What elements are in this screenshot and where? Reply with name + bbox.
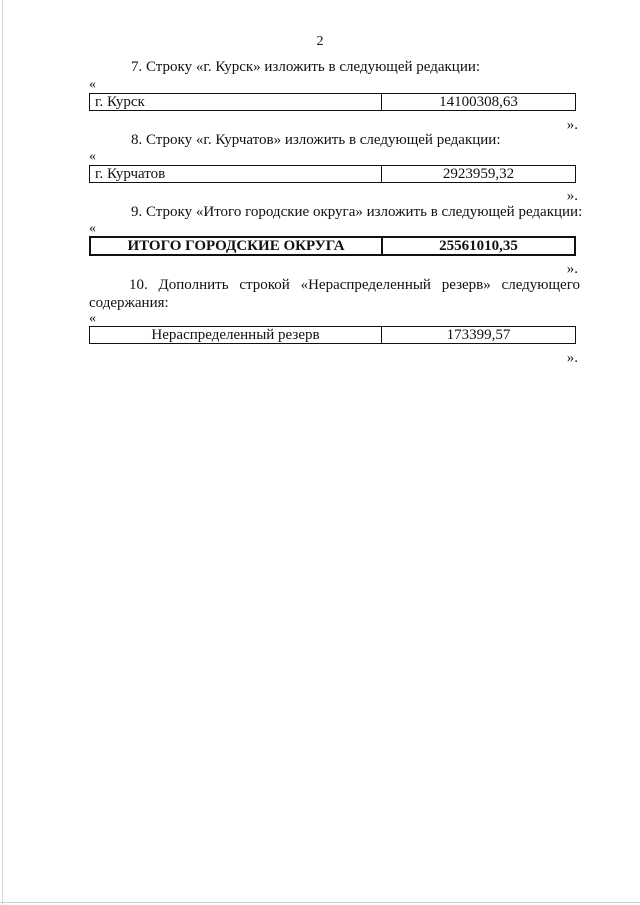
row-name-total-urban: ИТОГО ГОРОДСКИЕ ОКРУГА: [91, 238, 383, 254]
scan-margin-line: [2, 0, 3, 905]
row-name-reserve: Нераспределенный резерв: [90, 327, 382, 343]
close-quote-9: ».: [566, 261, 578, 277]
page-number: 2: [316, 34, 324, 49]
close-quote-7: ».: [566, 117, 578, 133]
open-quote-8: «: [89, 149, 96, 164]
row-value-kurchatov: 2923959,32: [442, 166, 515, 182]
row-value-total-urban: 25561010,35: [439, 238, 518, 254]
row-name-kurchatov: г. Курчатов: [90, 166, 382, 182]
row-value-kursk: 14100308,63: [439, 94, 518, 110]
close-quote-10: ».: [566, 350, 578, 366]
row-value-reserve: 173399,57: [446, 327, 511, 343]
instruction-7: 7. Строку «г. Курск» изложить в следующей редакции:: [131, 59, 481, 75]
table-row-total-urban: [89, 236, 576, 256]
scan-bottom-line: [0, 902, 640, 903]
instruction-8: 8. Строку «г. Курчатов» изложить в следующей редакции:: [131, 132, 501, 148]
open-quote-10: «: [89, 311, 96, 326]
open-quote-9: «: [89, 221, 96, 236]
instruction-9: 9. Строку «Итого городские округа» изложить в следующей редакции:: [131, 204, 583, 220]
table-row-reserve: [89, 326, 576, 344]
table-row-kurchatov: [89, 165, 576, 183]
row-name-kursk: г. Курск: [90, 94, 382, 110]
close-quote-8: ».: [566, 188, 578, 204]
instruction-10: 10. Дополнить строкой «Нераспределенный резерв» следующего содержания:: [89, 277, 580, 311]
open-quote-7: «: [89, 77, 96, 92]
table-row-kursk: [89, 93, 576, 111]
